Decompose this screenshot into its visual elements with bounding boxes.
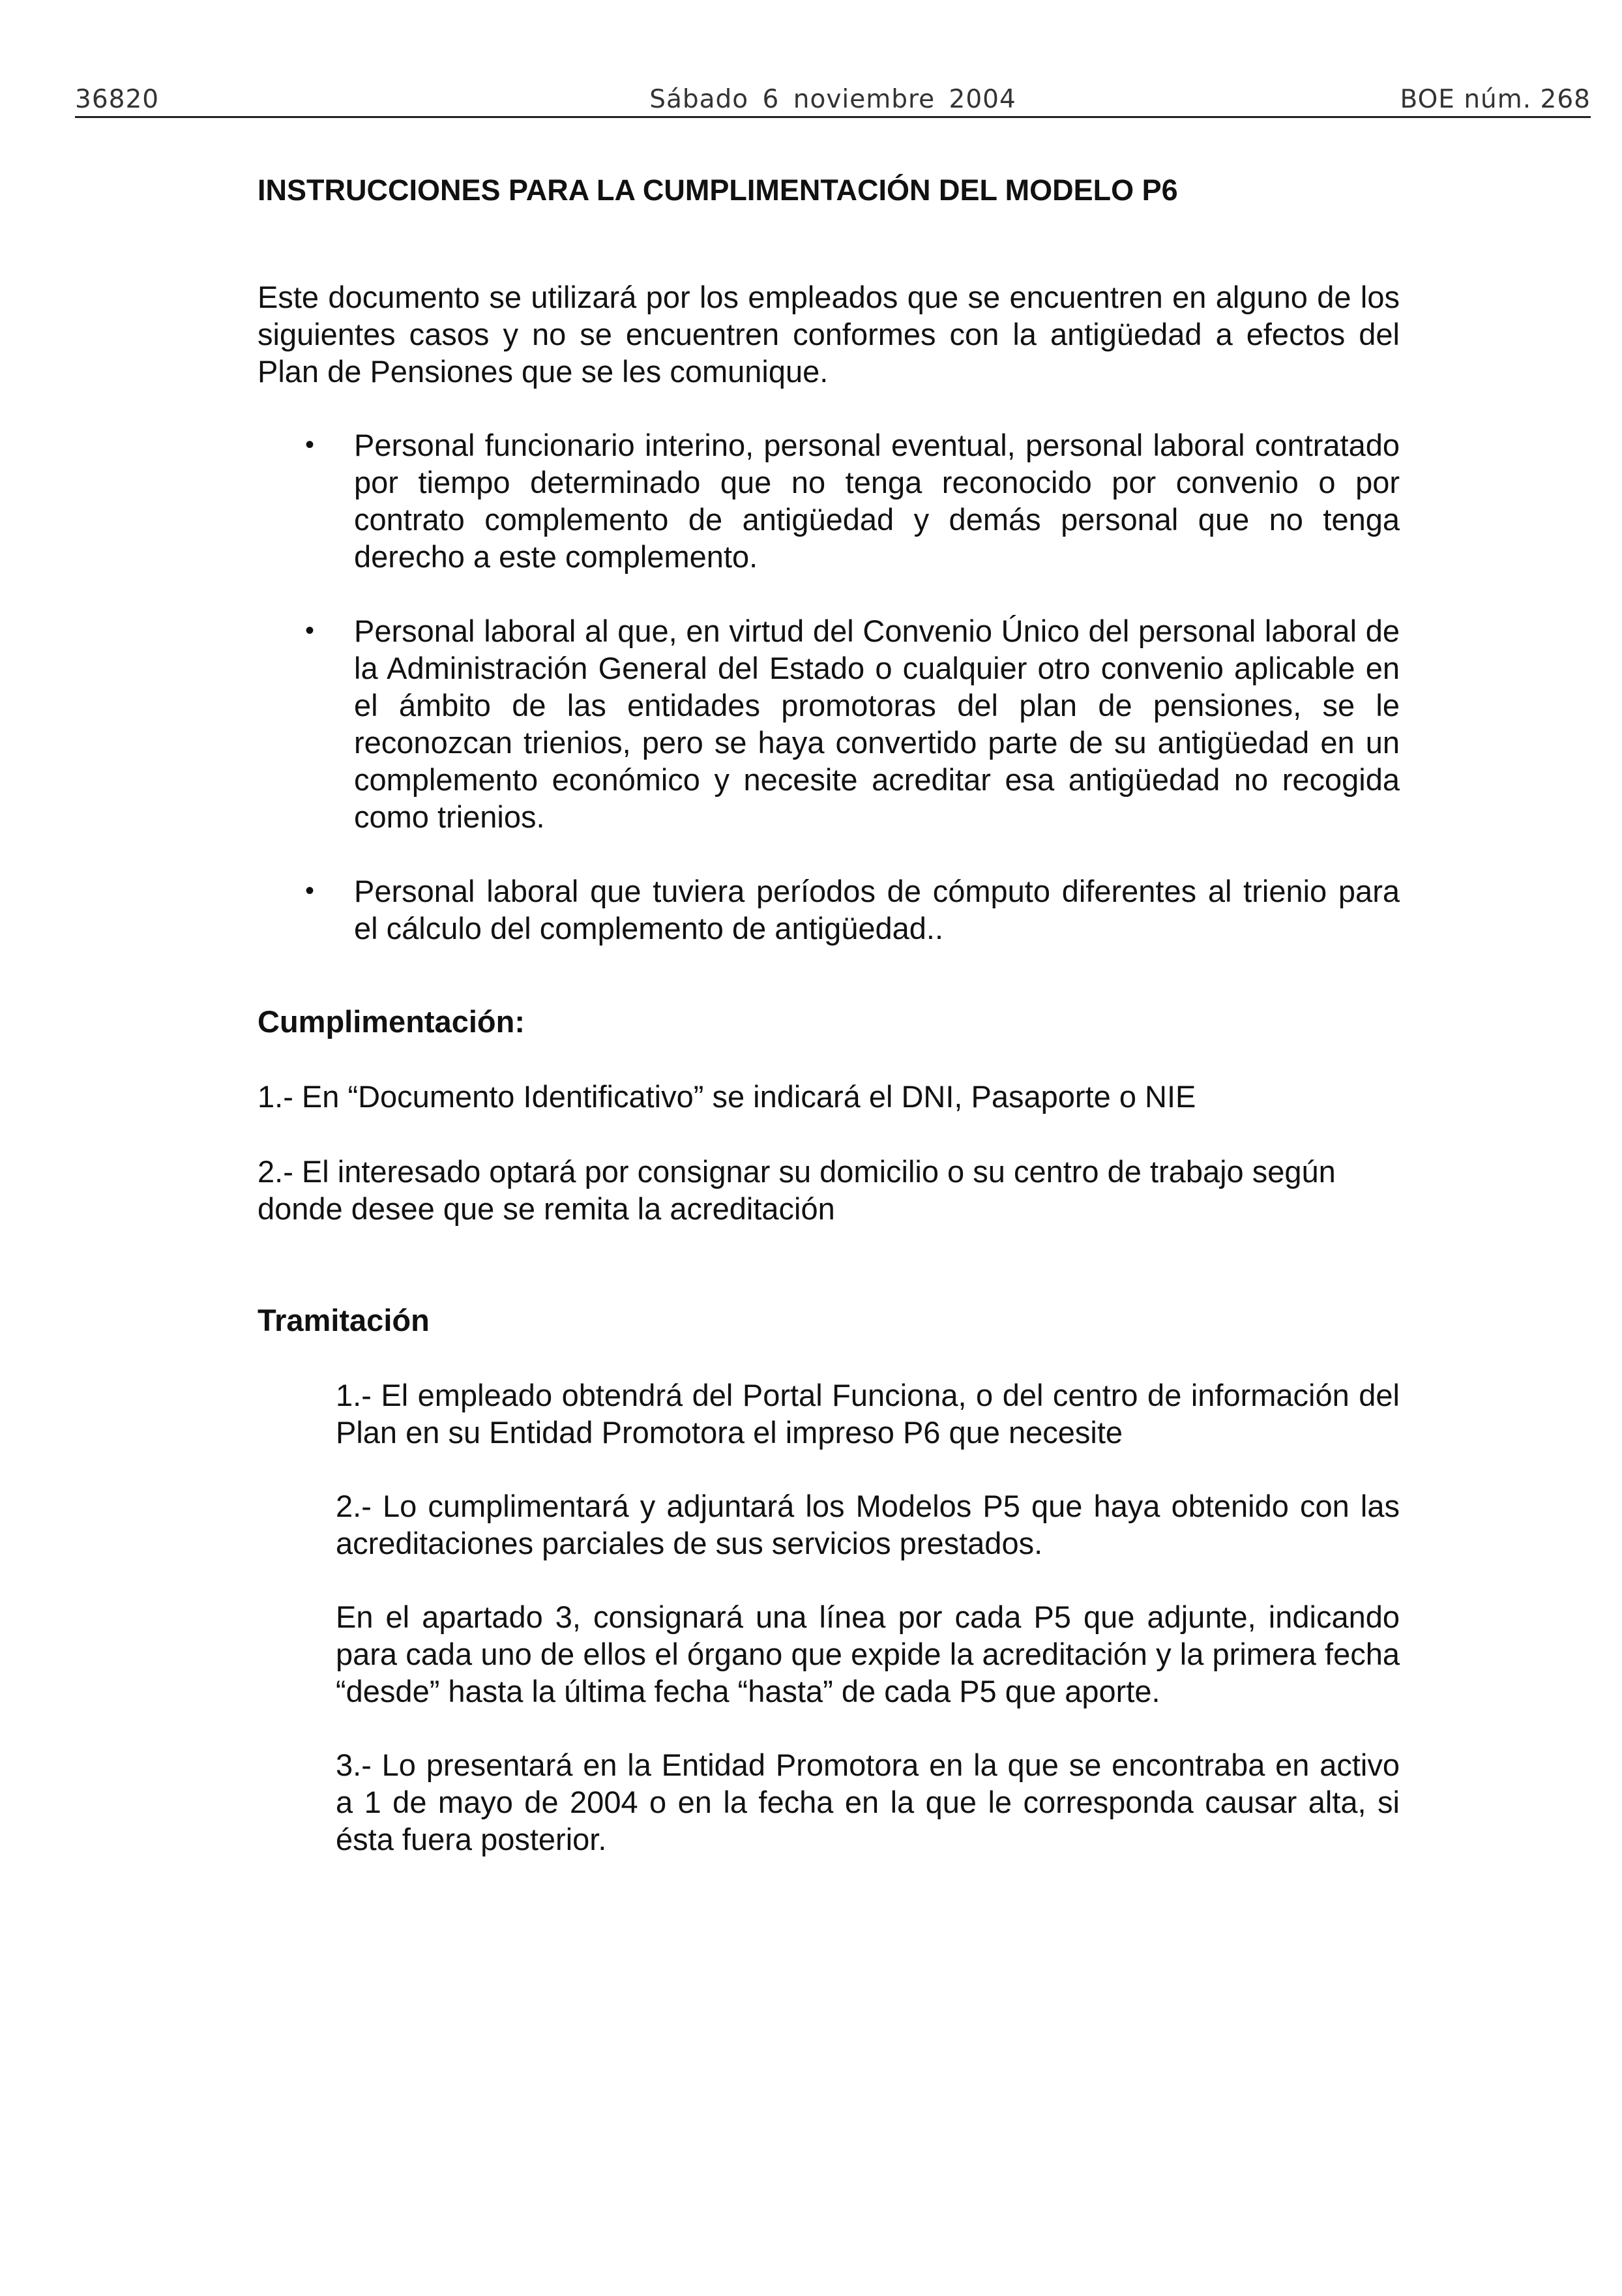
list-item-text: Personal laboral al que, en virtud del Convenio Único del personal laboral de la Administración General del Estado o cualquier otro convenio aplicable en el ámbito de las entidades promotoras del plan de pensiones, se le reconozcan trienios, pero se haya convertido parte de su antigüedad en un complemento económico y necesite acreditar esa antigüedad no recogida como trienios. <box>354 614 1400 834</box>
list-item-text: Personal funcionario interino, personal eventual, personal laboral contratado por tiempo determinado que no tenga reconocido por convenio o por contrato complemento de antigüedad y demás personal que no tenga derecho a este complemento. <box>354 428 1400 574</box>
header-date: Sábado 6 noviembre 2004 <box>649 85 1016 114</box>
tramitacion-item: En el apartado 3, consignará una línea por cada P5 que adjunte, indicando para cada uno de ellos el órgano que expide la acreditación y la primera fecha “desde” hasta la última fecha “hasta” de cada P5 que aporte. <box>336 1600 1400 1708</box>
tramitacion-steps <box>258 1377 1400 1858</box>
document-title: INSTRUCCIONES PARA LA CUMPLIMENTACIÓN DEL MODELO P6 <box>258 173 1178 207</box>
cumplimentacion-item: 1.- En “Documento Identificativo” se indicará el DNI, Pasaporte o NIE <box>258 1079 1196 1114</box>
cases-list <box>258 426 1400 947</box>
tramitacion-heading: Tramitación <box>258 1303 430 1337</box>
tramitacion-item: 2.- Lo cumplimentará y adjuntará los Modelos P5 que haya obtenido con las acreditaciones parciales de sus servicios prestados. <box>336 1489 1400 1560</box>
bullet-icon: • <box>305 616 315 645</box>
bulletin-number: BOE núm. 268 <box>1400 85 1591 114</box>
tramitacion-item: 1.- El empleado obtendrá del Portal Funciona, o del centro de información del Plan en su Entidad Promotora el impreso P6 que necesite <box>336 1378 1400 1450</box>
tramitacion-item: 3.- Lo presentará en la Entidad Promotora en la que se encontraba en activo a 1 de mayo de 2004 o en la fecha en la que le corresponda causar alta, si ésta fuera posterior. <box>336 1748 1400 1856</box>
document-body <box>258 171 1400 1894</box>
cumplimentacion-item: 2.- El interesado optará por consignar su domicilio o su centro de trabajo según donde desee que se remita la acreditación <box>258 1154 1336 1226</box>
intro-paragraph: Este documento se utilizará por los empleados que se encuentren en alguno de los siguientes casos y no se encuentren conformes con la antigüedad a efectos del Plan de Pensiones que se les comunique. <box>258 280 1400 389</box>
page-number: 36820 <box>75 85 160 114</box>
list-item <box>258 872 1400 947</box>
bullet-icon: • <box>305 430 315 459</box>
page-header <box>75 82 1591 118</box>
bullet-icon: • <box>305 876 315 905</box>
list-item-text: Personal laboral que tuviera períodos de cómputo diferentes al trienio para el cálculo del complemento de antigüedad.. <box>354 874 1400 946</box>
cumplimentacion-heading: Cumplimentación: <box>258 1004 525 1039</box>
list-item <box>258 612 1400 835</box>
list-item <box>258 426 1400 575</box>
